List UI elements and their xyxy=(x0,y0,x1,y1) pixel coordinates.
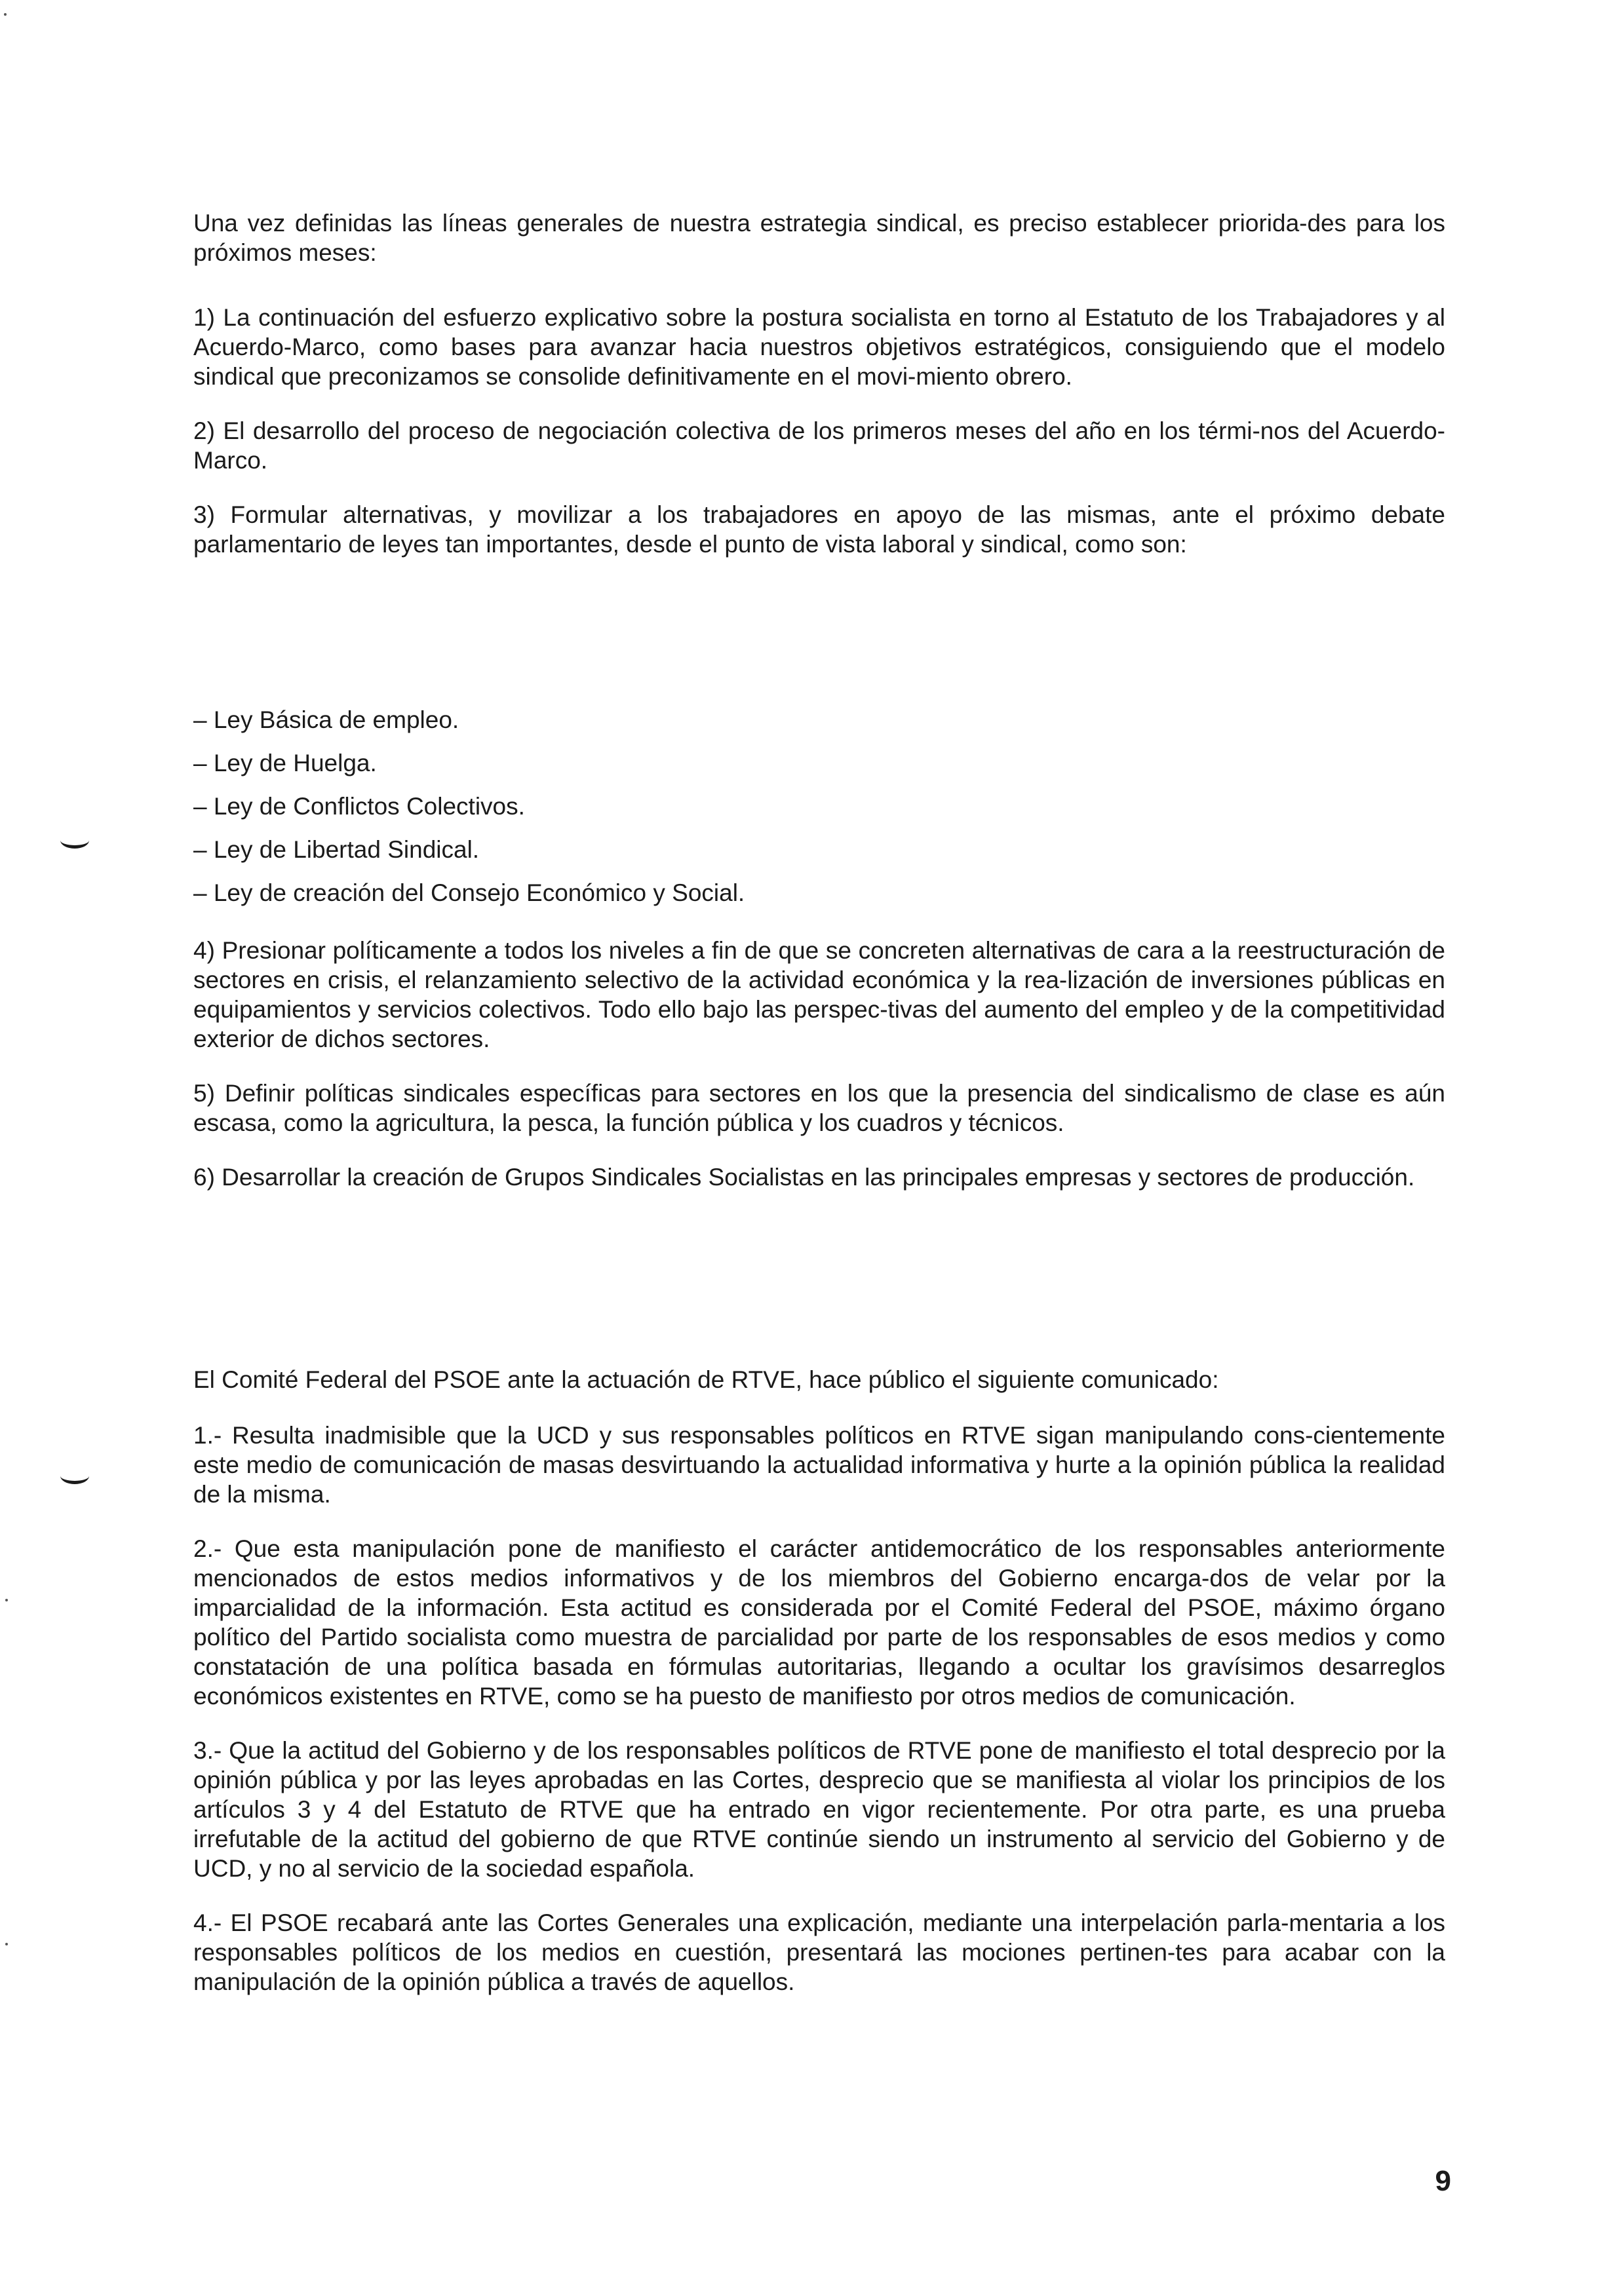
priorities-list-continued xyxy=(193,936,1445,1217)
priority-item-4: 4) Presionar políticamente a todos los niveles a fin de que se concreten alternativas de cara a la reestructuración de sectores en crisis, el relanzamiento selectivo de la actividad económica y la rea-lización de inversiones públicas en equipamientos y servicios colectivos. Todo ello bajo las perspec-tivas del aumento del empleo y de la competitividad exterior de dichos sectores. xyxy=(193,937,1445,1052)
scan-speck xyxy=(4,13,7,16)
intro-paragraph xyxy=(193,208,1445,267)
margin-mark xyxy=(60,1468,89,1484)
law-item: – Ley Básica de empleo. xyxy=(193,706,459,733)
page-number: 9 xyxy=(1435,2165,1451,2197)
priority-item-6: 6) Desarrollar la creación de Grupos Sindicales Socialistas en las principales empresas y sectores de producción. xyxy=(193,1164,1415,1191)
communique-lead: El Comité Federal del PSOE ante la actuación de RTVE, hace público el siguiente comunicado: xyxy=(193,1366,1219,1393)
laws-list xyxy=(193,698,745,915)
priority-item-3: 3) Formular alternativas, y movilizar a los trabajadores en apoyo de las mismas, ante el próximo debate parlamentario de leyes tan importantes, desde el punto de vista laboral y sindical, como son: xyxy=(193,501,1445,558)
communique-item-4: 4.- El PSOE recabará ante las Cortes Generales una explicación, mediante una interpelación parla-mentaria a los responsables políticos de los medios en cuestión, presentará las mociones pertinen-tes para acabar con la manipulación de la opinión pública a través de aquellos. xyxy=(193,1909,1445,1995)
communique-item-1: 1.- Resulta inadmisible que la UCD y sus responsables políticos en RTVE sigan manipulando cons-cientemente este medio de comunicación de masas desvirtuando la actualidad informativa y hurte a la opinión pública la realidad de la misma. xyxy=(193,1422,1445,1508)
communique-section xyxy=(193,1365,1445,2021)
priority-item-1: 1) La continuación del esfuerzo explicativo sobre la postura socialista en torno al Estatuto de los Trabajadores y al Acuerdo-Marco, como bases para avanzar hacia nuestros objetivos estratégicos, consiguiendo que el modelo sindical que preconizamos se consolide definitivamente en el movi-miento obrero. xyxy=(193,304,1445,390)
law-item: – Ley de Huelga. xyxy=(193,750,377,776)
scan-speck xyxy=(5,1599,8,1601)
priority-item-5: 5) Definir políticas sindicales específicas para sectores en los que la presencia del sindicalismo de clase es aún escasa, como la agricultura, la pesca, la función pública y los cuadros y técnicos. xyxy=(193,1080,1445,1136)
law-item: – Ley de Libertad Sindical. xyxy=(193,836,480,863)
law-item: – Ley de creación del Consejo Económico y Social. xyxy=(193,879,745,906)
communique-item-3: 3.- Que la actitud del Gobierno y de los responsables políticos de RTVE pone de manifiesto el total desprecio por la opinión pública y por las leyes aprobadas en las Cortes, desprecio que se manifiesta al violar los principios de los artículos 3 y 4 del Estatuto de RTVE que ha entrado en vigor recientemente. Por otra parte, es una prueba irrefutable de la actitud del gobierno de que RTVE continúe siendo un instrumento al servicio del Gobierno y de UCD, y no al servicio de la sociedad española. xyxy=(193,1737,1445,1882)
scan-speck xyxy=(5,1943,8,1945)
priority-item-2: 2) El desarrollo del proceso de negociación colectiva de los primeros meses del año en los térmi-nos del Acuerdo-Marco. xyxy=(193,417,1445,474)
communique-item-2: 2.- Que esta manipulación pone de manifiesto el carácter antidemocrático de los responsables anteriormente mencionados de estos medios informativos y de los miembros del Gobierno encarga-dos de velar por la imparcialidad de la información. Esta actitud es considerada por el Comité Federal del PSOE, máximo órgano político del Partido socialista como muestra de parcialidad por parte de los responsables de esos medios y como constatación de una política basada en fórmulas autoritarias, llegando a ocultar los gravísimos desarreglos económicos existentes en RTVE, como se ha puesto de manifiesto por otros medios de comunicación. xyxy=(193,1535,1445,1710)
law-item: – Ley de Conflictos Colectivos. xyxy=(193,793,525,820)
priorities-list xyxy=(193,303,1445,584)
margin-mark xyxy=(60,832,89,849)
intro-text: Una vez definidas las líneas generales de nuestra estrategia sindical, es preciso establecer priorida-des para los próximos meses: xyxy=(193,210,1445,266)
